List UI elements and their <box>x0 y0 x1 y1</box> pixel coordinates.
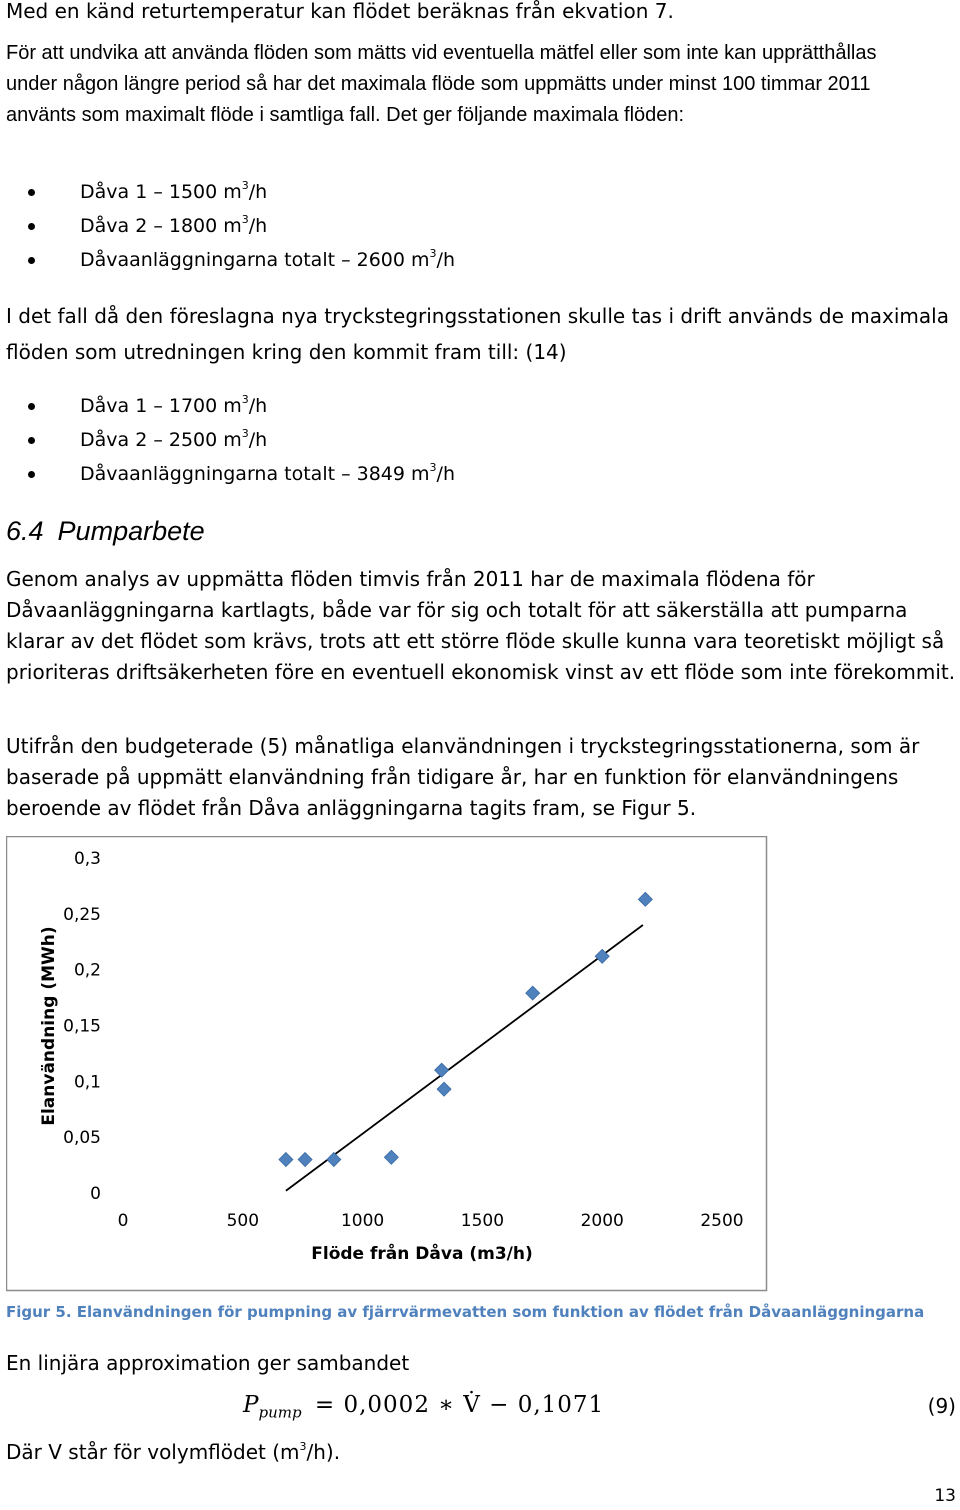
page-number: 13 <box>934 1486 956 1506</box>
y-tick-label: 0,25 <box>63 904 101 925</box>
y-axis-label: Elanvändning (MWh) <box>39 926 59 1126</box>
x-tick-label: 1000 <box>340 1211 385 1231</box>
y-tick-label: 0,15 <box>63 1016 101 1037</box>
list-item: Dåva 1 – 1700 $m^3/h$ <box>28 389 455 423</box>
intro-line: Med en känd returtemperatur kan flödet beräknas från ekvation 7. <box>6 0 674 23</box>
equation-number: (9) <box>927 1394 956 1418</box>
section-heading <box>6 516 219 547</box>
bullet-icon <box>28 257 35 264</box>
paragraph-max-flows: För att undvika att använda flöden som mätts vid eventuella mätfel eller som inte kan upprätthållas under någon längre period så har det maximala flöde som uppmätts under minst 100 timmar 2011 använts som maximalt flöde i samtliga fall. Det ger följande maximala flöden: <box>6 42 877 126</box>
x-tick-label: 2500 <box>700 1211 744 1231</box>
bullet-icon <box>28 403 35 410</box>
list-item: Dåvaanläggningarna totalt – 2600 $m^3/h$ <box>28 243 455 277</box>
x-tick-label: 2000 <box>580 1211 624 1231</box>
paragraph-volume-flow: Där V står för volymflödet $(m^3/h)$. <box>6 1440 341 1464</box>
equation-lhs: P <box>243 1392 259 1418</box>
x-axis-label: Flöde från Dåva (m3/h) <box>311 1244 533 1264</box>
paragraph-approximation: En linjära approximation ger sambandet <box>6 1351 410 1375</box>
paragraph-function: Utifrån den budgeterade (5) månatliga elanvändningen i tryckstegringsstationerna, som är baserade på uppmätt elanvändning från tidigare år, har en funktion för elanvändningens beroende av flödet från Dåva anläggningarna tagits fram, se Figur 5. <box>6 734 920 820</box>
list-item: Dåva 2 – 2500 $m^3/h$ <box>28 423 455 457</box>
y-tick-label: 0,05 <box>63 1128 101 1149</box>
paragraph-future-flows: I det fall då den föreslagna nya tryckstegringsstationen skulle tas i drift används de maximala flöden som utredningen kring den kommit fram till: (14) <box>6 304 949 364</box>
list-item: Dåva 2 – 1800 $m^3/h$ <box>28 209 455 243</box>
section-number: 6.4 <box>6 516 44 546</box>
section-title: Pumparbete <box>57 516 205 546</box>
paragraph-analysis: Genom analys av uppmätta flöden timvis från 2011 har de maximala flödena för Dåvaanläggningarna kartlagts, både var för sig och totalt för att säkerställa att pumparna klarar av det flödet som krävs, trots att ett större flöde skulle kunna vara teoretiskt möjligt så prioriteras driftsäkerheten före en eventuell ekonomisk vinst av ett flöde som inte förekommit. <box>6 567 956 684</box>
x-tick-label: 500 <box>226 1211 260 1231</box>
scatter-chart <box>6 836 768 1292</box>
y-tick-label: 0 <box>90 1184 101 1204</box>
bullet-icon <box>28 471 35 478</box>
y-tick-label: 0,3 <box>73 849 101 869</box>
equation-subscript: pump <box>258 1403 302 1422</box>
y-tick-label: 0,1 <box>73 1072 101 1093</box>
list-item: Dåva 1 – 1500 $m^3/h$ <box>28 175 455 209</box>
bullet-icon <box>28 223 35 230</box>
y-tick-label: 0,2 <box>73 960 101 981</box>
equation-rhs: = 0,0002 ∗ V̇ − 0,1071 <box>314 1392 605 1418</box>
bullet-icon <box>28 189 35 196</box>
figure-caption: Figur 5. Elanvändningen för pumpning av fjärrvärmevatten som funktion av flödet från Dåvaanläggningarna <box>6 1303 925 1321</box>
bullet-list-future-flows <box>28 389 455 491</box>
bullet-list-current-flows <box>28 175 455 277</box>
x-tick-label: 0 <box>117 1211 129 1231</box>
equation <box>243 1392 604 1422</box>
x-tick-label: 1500 <box>460 1211 505 1231</box>
bullet-icon <box>28 437 35 444</box>
list-item: Dåvaanläggningarna totalt – 3849 $m^3/h$ <box>28 457 455 491</box>
